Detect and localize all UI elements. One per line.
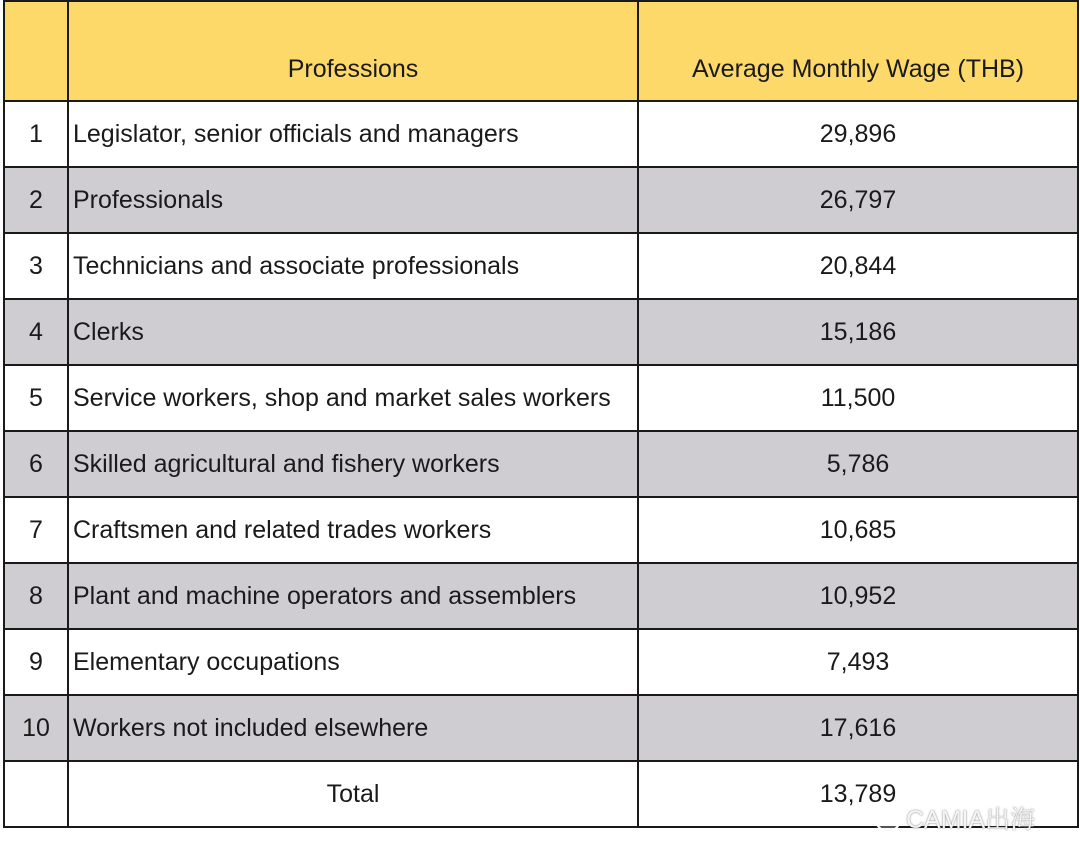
row-number: 10 — [4, 695, 68, 761]
row-number: 6 — [4, 431, 68, 497]
table-row — [4, 233, 1078, 299]
table-row — [4, 299, 1078, 365]
row-profession: Workers not included elsewhere — [68, 695, 638, 761]
table-row — [4, 695, 1078, 761]
row-profession: Professionals — [68, 167, 638, 233]
wage-table — [3, 0, 1079, 828]
row-profession: Technicians and associate professionals — [68, 233, 638, 299]
row-profession: Plant and machine operators and assemblers — [68, 563, 638, 629]
header-number — [4, 1, 68, 101]
row-number: 1 — [4, 101, 68, 167]
total-label: Total — [68, 761, 638, 827]
row-number: 8 — [4, 563, 68, 629]
row-number: 7 — [4, 497, 68, 563]
row-wage: 20,844 — [638, 233, 1078, 299]
row-number: 3 — [4, 233, 68, 299]
row-number: 2 — [4, 167, 68, 233]
row-wage: 17,616 — [638, 695, 1078, 761]
row-number: 5 — [4, 365, 68, 431]
header-professions: Professions — [68, 1, 638, 101]
table-row — [4, 431, 1078, 497]
wechat-icon — [862, 800, 902, 836]
row-profession: Craftsmen and related trades workers — [68, 497, 638, 563]
row-wage: 10,952 — [638, 563, 1078, 629]
row-number: 9 — [4, 629, 68, 695]
row-profession: Elementary occupations — [68, 629, 638, 695]
table-row — [4, 497, 1078, 563]
table-body — [4, 101, 1078, 827]
row-profession: Skilled agricultural and fishery workers — [68, 431, 638, 497]
watermark — [862, 800, 1035, 836]
table-row — [4, 365, 1078, 431]
table-row — [4, 629, 1078, 695]
row-wage: 15,186 — [638, 299, 1078, 365]
row-wage: 5,786 — [638, 431, 1078, 497]
row-profession: Service workers, shop and market sales workers — [68, 365, 638, 431]
table-row — [4, 167, 1078, 233]
row-number: 4 — [4, 299, 68, 365]
row-profession: Legislator, senior officials and managers — [68, 101, 638, 167]
row-profession: Clerks — [68, 299, 638, 365]
total-number-cell — [4, 761, 68, 827]
header-average-wage: Average Monthly Wage (THB) — [638, 1, 1078, 101]
row-wage: 11,500 — [638, 365, 1078, 431]
header-row — [4, 1, 1078, 101]
row-wage: 26,797 — [638, 167, 1078, 233]
total-wage: 13,789 — [638, 761, 1078, 827]
table-row — [4, 101, 1078, 167]
watermark-text: CAMIA出海 — [906, 806, 1036, 834]
table-row — [4, 563, 1078, 629]
row-wage: 7,493 — [638, 629, 1078, 695]
row-wage: 10,685 — [638, 497, 1078, 563]
row-wage: 29,896 — [638, 101, 1078, 167]
